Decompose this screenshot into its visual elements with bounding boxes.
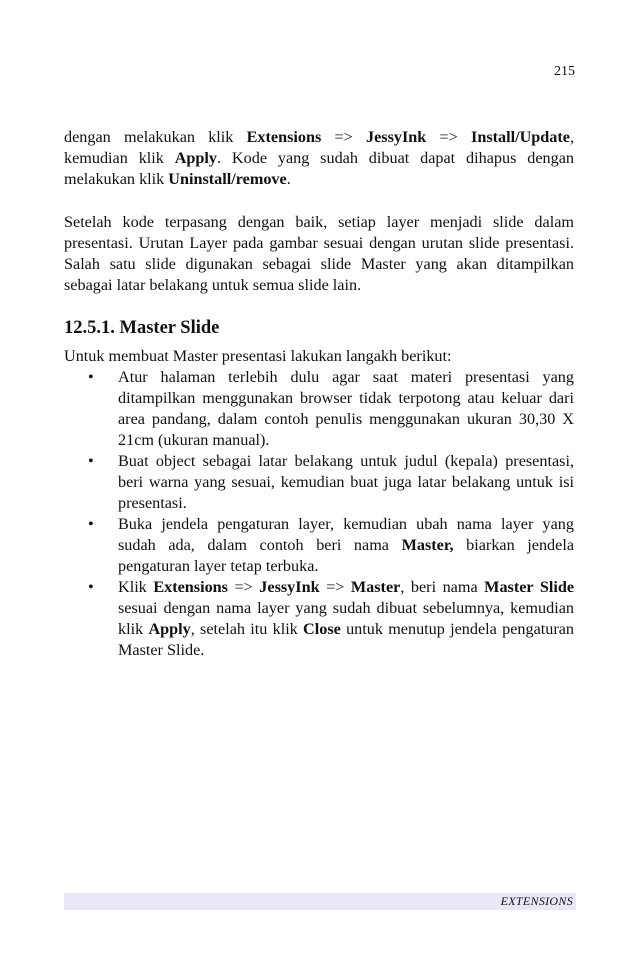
bold-uninstall-remove: Uninstall/remove: [168, 170, 287, 188]
footer-bar: [64, 893, 576, 910]
text-run: , beri nama: [400, 578, 485, 596]
bold-jessyink: JessyInk: [259, 578, 320, 596]
list-item: [64, 451, 574, 514]
text-run: untuk menutup jendela pengaturan Master Slide.: [118, 620, 575, 659]
section-intro: Untuk membuat Master presentasi lakukan langakh berikut:: [64, 347, 452, 365]
text-run: Klik: [118, 578, 154, 596]
text-run: =>: [426, 128, 472, 146]
text-run: biarkan jendela pengaturan layer tetap terbuka.: [118, 536, 575, 575]
bold-apply: Apply: [174, 149, 218, 167]
bullet-icon: •: [88, 368, 94, 386]
bold-install-update: Install/Update: [471, 128, 570, 146]
bold-master: Master,: [401, 536, 454, 554]
bullet-icon: •: [88, 452, 94, 470]
list-item: [64, 577, 574, 661]
text-run: =>: [227, 578, 260, 596]
text-run: , setelah itu klik: [190, 620, 304, 638]
section-heading: 12.5.1. Master Slide: [64, 318, 220, 338]
bold-apply: Apply: [148, 620, 191, 638]
text-run: sesuai dengan nama layer yang sudah dibuat sebelumnya, kemudian klik: [118, 599, 574, 638]
bullet-icon: •: [88, 578, 94, 596]
bold-master: Master: [350, 578, 401, 596]
bold-master-slide: Master Slide: [484, 578, 575, 596]
text-run: . Kode yang sudah dibuat dapat dihapus dengan melakukan klik: [64, 149, 574, 188]
text-run: dengan melakukan klik: [64, 128, 247, 146]
footer-chapter-label: EXTENSIONS: [500, 894, 573, 908]
steps-list: [64, 367, 574, 661]
bold-extensions: Extensions: [246, 128, 322, 146]
text-run: , kemudian klik: [64, 128, 575, 167]
bullet-icon: •: [88, 515, 94, 533]
text-run: =>: [319, 578, 351, 596]
list-item: [64, 367, 574, 451]
paragraph-layers-slides: Setelah kode terpasang dengan baik, setiap layer menjadi slide dalam presentasi. Urutan Layer pada gambar sesuai dengan urutan slide presentasi. Salah satu slide digunakan sebagai slide Master yang akan ditampilkan sebagai latar belakang untuk semua slide lain.: [64, 213, 574, 294]
paragraph-jessyink-install: [64, 127, 574, 190]
page-body: [64, 127, 574, 661]
bold-close: Close: [303, 620, 341, 638]
text-run: =>: [321, 128, 367, 146]
bold-extensions: Extensions: [153, 578, 228, 596]
page-number: 215: [554, 64, 575, 79]
text-run: .: [286, 170, 291, 188]
list-item-text: Atur halaman terlebih dulu agar saat materi presentasi yang ditampilkan menggunakan browser tidak terpotong atau keluar dari area pandang, dalam contoh penulis menggunakan ukuran 30,30 X 21cm (ukuran manual).: [118, 368, 574, 449]
text-run: Buka jendela pengaturan layer, kemudian ubah nama layer yang sudah ada, dalam contoh beri nama: [118, 515, 574, 554]
list-item-text: Buat object sebagai latar belakang untuk judul (kepala) presentasi, beri warna yang sesuai, kemudian buat juga latar belakang untuk isi presentasi.: [118, 452, 574, 512]
list-item: [64, 514, 574, 577]
bold-jessyink: JessyInk: [366, 128, 427, 146]
